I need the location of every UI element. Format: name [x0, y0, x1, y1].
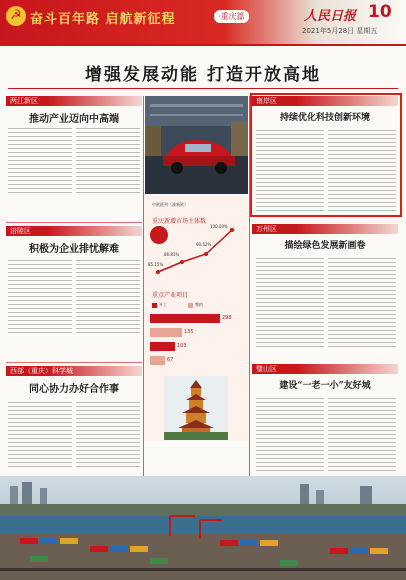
legend-entry: 签约 [195, 302, 203, 307]
article-text-column [8, 260, 72, 336]
infographic [144, 196, 248, 441]
bar [150, 356, 165, 365]
highlighted-article-box[interactable] [250, 93, 402, 217]
title-divider [8, 88, 398, 89]
article-headline-right2: 描绘绿色发展新画卷 [284, 241, 366, 251]
issue-date: 2021年5月28日 星期五 [302, 27, 378, 35]
legend-swatch [188, 303, 193, 308]
section-bar-right2 [252, 224, 398, 234]
section-divider [6, 222, 142, 223]
article-text-column [76, 128, 140, 194]
article-text-column [328, 258, 396, 350]
info-circle-icon [150, 226, 168, 244]
bar [150, 314, 220, 323]
infographic-label: 中欧班列（渝新欧） [152, 202, 188, 207]
article-headline-left2: 积极为企业排忧解难 [29, 244, 119, 255]
section-bar-right3 [252, 364, 398, 374]
header-slogan: 奋斗百年路 启航新征程 [30, 12, 176, 27]
article-headline-right3: 建设“一老一小”友好城 [279, 381, 371, 391]
bar [150, 342, 175, 351]
page-header [0, 0, 406, 44]
article-headline-left1: 推动产业迈向中高端 [29, 114, 119, 125]
article-text-column [76, 402, 140, 470]
infographic-section-label: 重点产业项目 [152, 292, 189, 299]
section-label: 璧山区 [256, 365, 277, 373]
legend-swatch [152, 303, 157, 308]
article-text-column [8, 402, 72, 470]
section-bar-left1 [6, 96, 142, 106]
section-label: 南岸区 [256, 97, 277, 105]
article-headline-left3: 同心协力办好合作事 [29, 384, 119, 395]
section-label: 两江新区 [10, 97, 38, 105]
percent-label: 85.15% [148, 262, 164, 267]
article-text-column [76, 260, 140, 336]
percent-label: 100.00% [210, 224, 228, 229]
bar-value-label: 298 [222, 315, 232, 321]
city-port-photo [0, 476, 406, 580]
infographic-subtitle: 重庆新增市场主体数 [152, 218, 207, 225]
party-emblem-icon: ☭ [6, 6, 26, 26]
article-text-column [256, 398, 324, 474]
article-headline-right1: 持续优化科技创新环境 [279, 113, 370, 123]
section-bar-left3 [6, 366, 142, 376]
page-title: 增强发展动能 打造开放高地 [85, 65, 321, 85]
header-slogan-tag: ·重庆篇 [214, 10, 249, 23]
article-text-column [256, 258, 324, 350]
legend [152, 302, 242, 310]
section-label: 万州区 [256, 225, 277, 233]
percent-label: 90.52% [196, 242, 212, 247]
article-text-column [328, 398, 396, 474]
section-divider [6, 362, 142, 363]
bar-value-label: 67 [167, 357, 174, 363]
legend-entry: 开工 [159, 302, 167, 307]
page-number: 10 [368, 2, 392, 22]
bar-value-label: 103 [177, 343, 187, 349]
header-rule [0, 44, 406, 46]
section-label: 涪陵区 [10, 227, 31, 235]
article-text-column [8, 128, 72, 194]
masthead: 人民日报 [304, 9, 357, 24]
bar [150, 328, 182, 337]
bar-value-label: 135 [184, 329, 194, 335]
section-bar-left2 [6, 226, 142, 236]
pagoda-illustration [164, 376, 228, 440]
factory-photo [145, 96, 248, 194]
percent-label: 86.81% [164, 252, 180, 257]
section-label: 西部（重庆）科学城 [10, 367, 73, 375]
bar-chart [150, 314, 244, 374]
